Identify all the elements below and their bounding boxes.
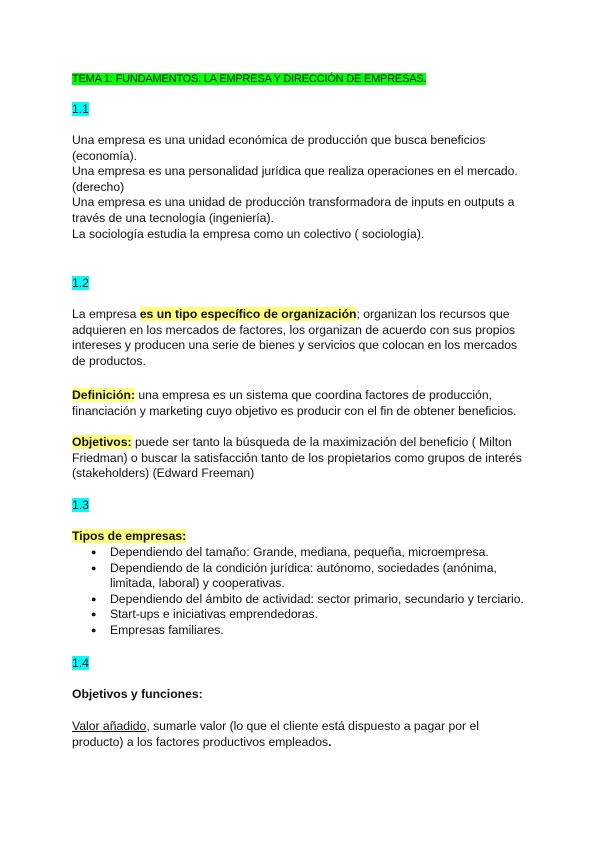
list-item-text: Dependiendo de la condición jurídica: autónomo, sociedades (anónima, [110,560,497,575]
paragraph-line: Una empresa es una unidad económica de producción que busca beneficios [72,133,486,147]
paragraph-line: financiación y marketing cuyo objetivo es producir con el fin de obtener beneficios. [72,403,517,418]
types-heading [72,529,532,545]
objectives-functions-heading-text: Objetivos y funciones: [72,687,203,701]
objectives-text: puede ser tanto la búsqueda de la maximización del beneficio ( Milton [131,435,512,449]
paragraph-line [72,435,532,451]
paragraph-line: través de una tecnología (ingeniería). [72,210,274,225]
section-number-1-3 [72,498,532,514]
intro-text: La empresa [72,307,140,321]
objectives-paragraph [72,435,532,482]
definition-text: una empresa es un sistema que coordina factores de producción, [134,388,493,402]
list-item [89,545,529,561]
paragraph-line: La sociología estudia la empresa como un colectivo ( sociología). [72,226,425,241]
paragraph-line: Friedman) o buscar la satisfacción tanto de los propietarios como grupos de interés [72,450,522,465]
section-1-4-label: 1.4 [72,656,89,670]
value-added-label: Valor añadido [72,719,147,733]
section-1-2-label: 1.2 [72,276,89,290]
list-item [89,592,529,608]
paragraph-line [72,388,532,404]
list-item [89,623,529,639]
paragraph-line: (stakeholders) (Edward Freeman) [72,466,255,481]
title-text: TEMA 1: FUNDAMENTOS. LA EMPRESA Y DIRECCIÓN DE EMPRESAS. [72,73,427,85]
list-item-text: Dependiendo del tamaño: Grande, mediana, pequeña, microempresa. [110,545,489,559]
paragraph-line [72,735,532,751]
period-mark: . [328,734,332,749]
section-1-1-text [72,133,532,242]
section-number-1-2 [72,276,532,292]
paragraph-line: (derecho) [72,179,125,194]
section-1-2-intro [72,307,532,369]
paragraph-line: (economía). [72,148,138,163]
paragraph-line: de productos. [72,353,146,368]
types-heading-text: Tipos de empresas: [72,529,187,543]
objectives-functions-heading [72,687,532,703]
list-item [89,607,529,623]
paragraph-line: Una empresa es una unidad de producción transformadora de inputs en outputs a [72,195,515,210]
value-added-paragraph [72,719,532,750]
paragraph-line [72,307,532,323]
objectives-label: Objetivos: [72,435,132,449]
list-item-text: Start-ups e iniciativas emprendedoras. [110,607,318,622]
section-1-1-label: 1.1 [72,102,89,116]
list-item [89,561,529,592]
value-added-text-2: producto) a los factores productivos empleados [72,734,329,749]
types-list [89,545,529,639]
list-item-text: limitada, laboral) y cooperativas. [110,576,285,591]
section-number-1-4 [72,656,532,672]
intro-text-end: ; organizan los recursos que [356,307,510,321]
paragraph-line: intereses y producen una serie de bienes y servicios que colocan en los mercados [72,338,518,353]
paragraph-line: adquieren en los mercados de factores, los organizan de acuerdo con sus propios [72,322,516,337]
definition-label: Definición: [72,388,135,402]
paragraph-line: Una empresa es una personalidad jurídica que realiza operaciones en el mercado. [72,164,518,179]
document-title [72,71,532,88]
section-1-3-label: 1.3 [72,498,89,512]
paragraph-line [72,719,532,735]
highlight-text: es un tipo específico de organización [139,307,357,321]
value-added-text: , sumarle valor (lo que el cliente está dispuesto a pagar por el [146,719,479,733]
list-item-text: Empresas familiares. [110,622,224,637]
list-item-text: Dependiendo del ámbito de actividad: sector primario, secundario y terciario. [110,591,524,606]
definition-paragraph [72,388,532,419]
section-number-1-1 [72,102,532,118]
